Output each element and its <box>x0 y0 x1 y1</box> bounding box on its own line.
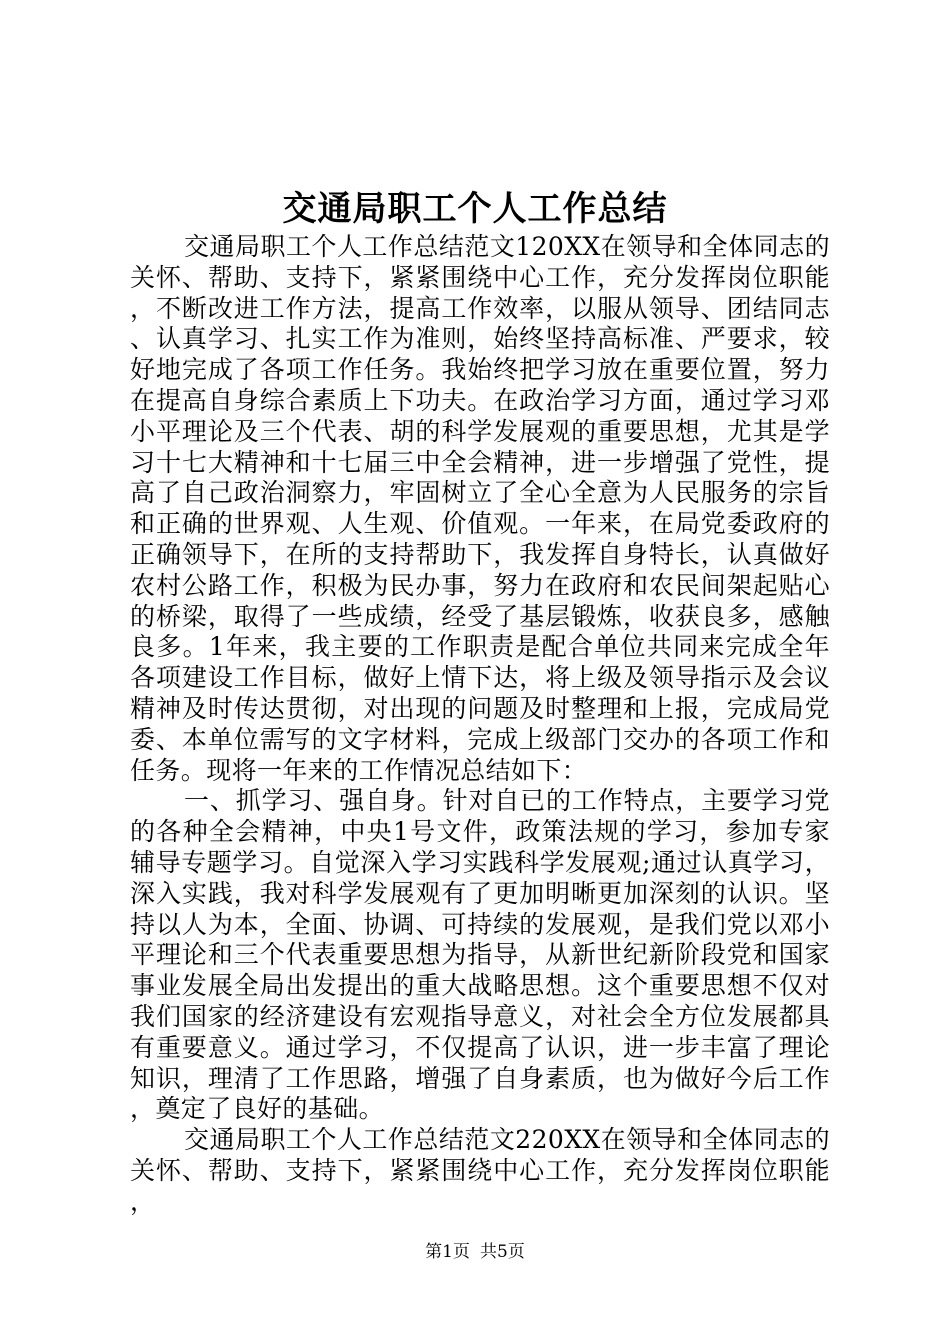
page-number: 第1页 <box>425 1242 470 1262</box>
document-title: 交通局职工个人工作总结 <box>282 189 668 229</box>
page-footer <box>0 1240 950 1264</box>
page-count: 共5页 <box>480 1242 525 1262</box>
paragraph-2: 一、抓学习、强自身。针对自已的工作特点，主要学习党的各种全会精神，中央1号文件，政策法规的学习，参加专家辅导专题学习。自觉深入学习实践科学发展观;通过认真学习，深入实践，我对科学发展观有了更加明晰更加深刻的认识。坚持以人为本，全面、协调、可持续的发展观，是我们党以邓小平理论和三个代表重要思想为指导，从新世纪新阶段党和国家事业发展全局出发提出的重大战略思想。这个重要思想不仅对我们国家的经济建设有宏观指导意义，对社会全方位发展都具有重要意义。通过学习，不仅提高了认识，进一步丰富了理论知识，理清了工作思路，增强了自身素质，也为做好今后工作，奠定了良好的基础。 <box>130 786 830 1124</box>
paragraph-3: 交通局职工个人工作总结范文220XX在领导和全体同志的关怀、帮助、支持下，紧紧围绕中心工作，充分发挥岗位职能， <box>130 1125 830 1216</box>
paragraph-1: 交通局职工个人工作总结范文120XX在领导和全体同志的关怀、帮助、支持下，紧紧围绕中心工作，充分发挥岗位职能，不断改进工作方法，提高工作效率，以服从领导、团结同志、认真学习、扎实工作为准则，始终坚持高标准、严要求，较好地完成了各项工作任务。我始终把学习放在重要位置，努力在提高自身综合素质上下功夫。在政治学习方面，通过学习邓小平理论及三个代表、胡的科学发展观的重要思想，尤其是学习十七大精神和十七届三中全会精神，进一步增强了党性，提高了自己政治洞察力，牢固树立了全心全意为人民服务的宗旨和正确的世界观、人生观、价值观。一年来，在局党委政府的正确领导下，在所的支持帮助下，我发挥自身特长，认真做好农村公路工作，积极为民办事，努力在政府和农民间架起贴心的桥梁，取得了一些成绩，经受了基层锻炼，收获良多，感触良多。1年来，我主要的工作职责是配合单位共同来完成全年各项建设工作目标，做好上情下达，将上级及领导指示及会议精神及时传达贯彻，对出现的问题及时整理和上报，完成局党委、本单位需写的文字材料，完成上级部门交办的各项工作和任务。现将一年来的工作情况总结如下： <box>130 232 830 785</box>
document-body <box>130 232 830 1218</box>
